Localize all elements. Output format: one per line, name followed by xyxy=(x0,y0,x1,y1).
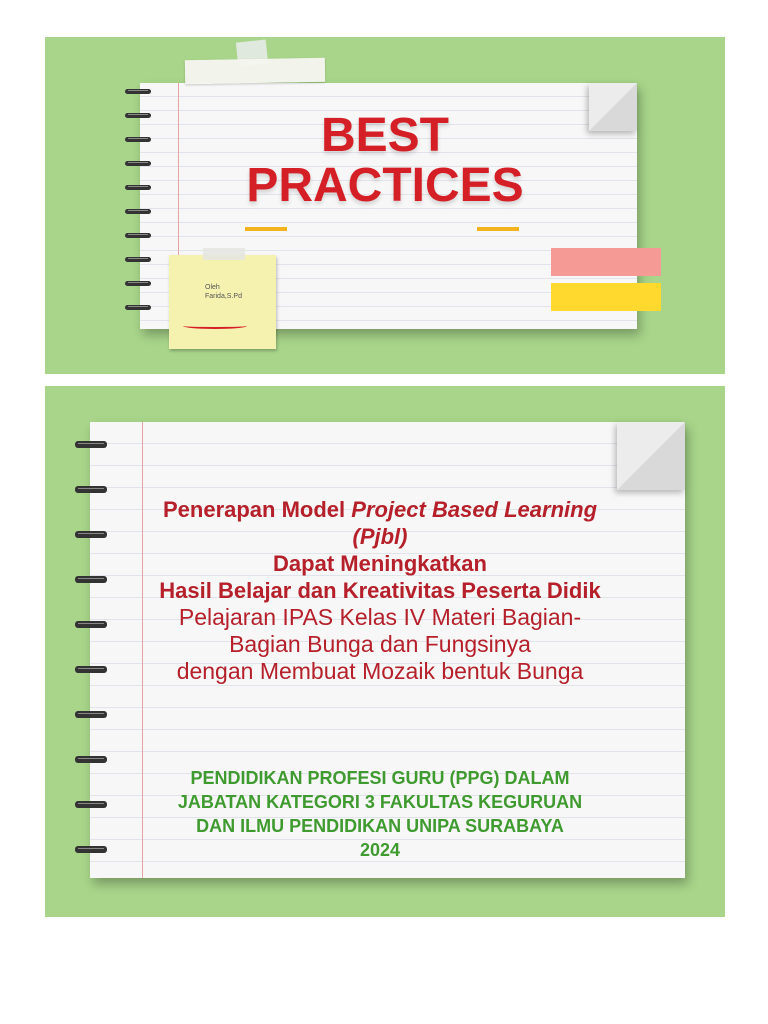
title-line: Penerapan Model Project Based Learning xyxy=(162,497,598,522)
institution-line-3: DAN ILMU PENDIDIKAN UNIPA SURABAYA xyxy=(196,816,564,836)
institution-line-2: JABATAN KATEGORI 3 FAKULTAS KEGURUAN xyxy=(177,792,583,812)
institution-line-1: PENDIDIKAN PROFESI GURU (PPG) DALAM xyxy=(190,768,570,788)
slide-title-page xyxy=(45,386,725,917)
sticky-note xyxy=(169,255,276,349)
page-curl xyxy=(617,422,685,490)
decor-dash xyxy=(477,227,519,231)
red-tab xyxy=(551,248,661,276)
title-line-2: PRACTICES xyxy=(246,159,524,212)
sticky-tape xyxy=(203,248,245,260)
yellow-tab xyxy=(551,283,661,311)
title-abbrev: (Pjbl) xyxy=(352,524,408,549)
slide-cover xyxy=(45,37,725,374)
decor-dash xyxy=(245,227,287,231)
spiral-binding xyxy=(125,89,151,310)
title-line-3: Dapat Meningkatkan xyxy=(273,551,487,576)
red-underline xyxy=(183,323,247,329)
subtitle-line-1: Pelajaran IPAS Kelas IV Materi Bagian- xyxy=(178,604,582,630)
subtitle-line-3: dengan Membuat Mozaik bentuk Bunga xyxy=(176,658,584,684)
research-title-block xyxy=(125,496,635,685)
author-text: Oleh Farida,S.Pd xyxy=(205,284,242,300)
title-line-1: BEST xyxy=(320,109,449,162)
page-curl xyxy=(589,83,637,131)
best-practices-title xyxy=(205,111,565,211)
tape-strip xyxy=(185,58,325,84)
spiral-binding xyxy=(75,441,107,853)
title-line-4: Hasil Belajar dan Kreativitas Peserta Didik xyxy=(159,578,601,603)
year: 2024 xyxy=(359,840,401,860)
institution-block xyxy=(155,766,605,862)
subtitle-line-2: Bagian Bunga dan Fungsinya xyxy=(229,631,531,657)
